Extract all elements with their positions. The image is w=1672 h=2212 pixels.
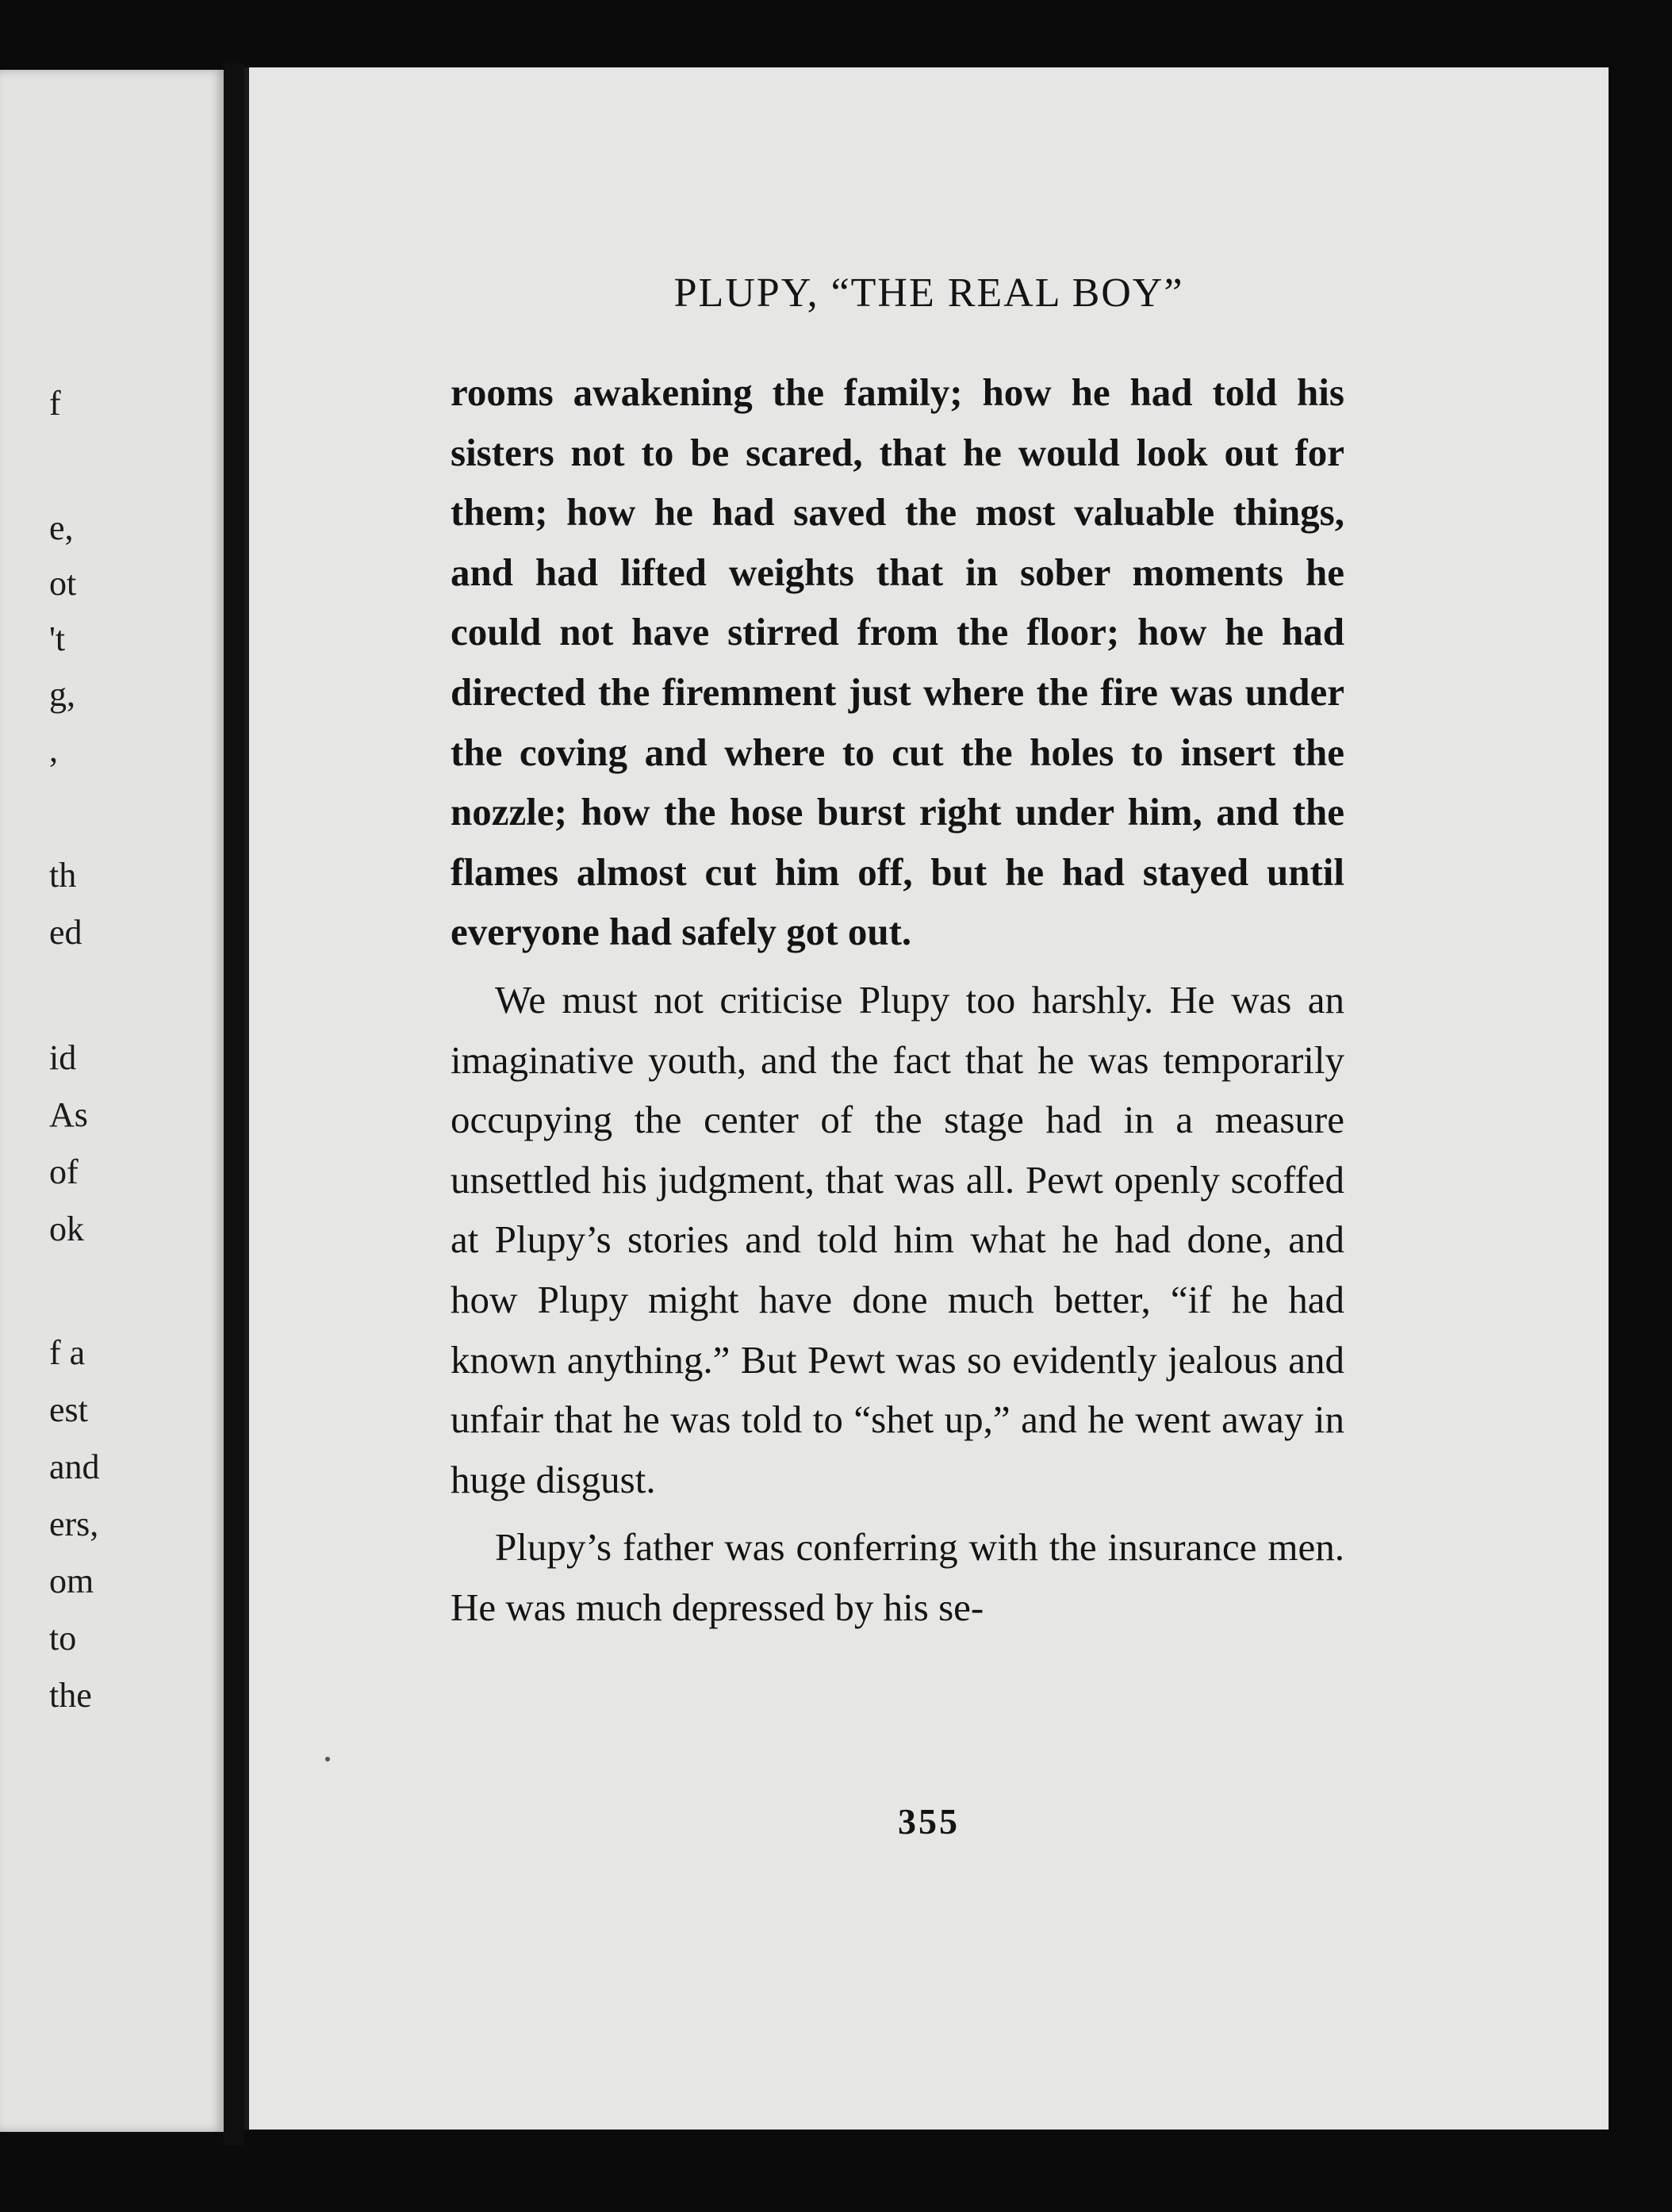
fragment-line: As — [49, 1095, 88, 1134]
fragment-line: ers, — [49, 1505, 99, 1543]
paragraph: rooms awakening the family; how he had told his sisters not to be scared, that he would look out for them; how he had saved the most valuable things, and had lifted weights that in sober moments he could not have stirred from the floor; how he had directed the firemment just where the fire was under the coving and where to cut the holes to insert the nozzle; how the hose burst right under him, and the flames almost cut him off, but he had stayed until everyone had safely got out. — [451, 370, 1344, 954]
paragraph: We must not criticise Plupy too harshly. He was an imaginative youth, and the fact that he was temporarily occupying the center of the stage had in a measure unsettled his judgment, that was all. Pewt openly scoffed at Plupy’s stories and told him what he had done, and how Plupy might have done much better, “if he had known anything.” But Pewt was so evidently jealous and unfair that he was told to “shet up,” and he went away in huge disgust. — [451, 977, 1344, 1501]
body-text — [451, 362, 1344, 1637]
speck — [325, 1757, 330, 1762]
book-gutter — [224, 63, 244, 2145]
fragment-line: ok — [49, 1210, 84, 1248]
fragment-line: 't — [49, 619, 66, 658]
fragment-line: f — [49, 384, 61, 423]
page-number: 355 — [898, 1801, 960, 1842]
book-page-right — [244, 67, 1609, 2130]
paragraph: Plupy’s father was conferring with the insurance men. He was much depressed by his se- — [451, 1525, 1344, 1629]
fragment-line: f a — [49, 1333, 86, 1372]
fragment-line: to — [49, 1619, 77, 1658]
fragment-line: , — [49, 730, 58, 769]
fragment-line: of — [49, 1152, 79, 1191]
fragment-line: and — [49, 1447, 100, 1486]
scanner-frame-edge — [1609, 63, 1672, 2145]
fragment-line: om — [49, 1562, 94, 1601]
fragment-line: ot — [49, 564, 77, 603]
facing-page-text-fragments — [0, 70, 224, 2132]
fragment-line: e, — [49, 508, 74, 547]
fragment-line: ed — [49, 913, 82, 952]
fragment-line: g, — [49, 675, 75, 714]
facing-page-left — [0, 70, 224, 2132]
fragment-line: id — [49, 1038, 77, 1077]
fragment-line: th — [49, 856, 77, 895]
running-head: PLUPY, “THE REAL BOY” — [673, 270, 1184, 316]
fragment-line: the — [49, 1676, 92, 1715]
fragment-line: est — [49, 1390, 88, 1429]
